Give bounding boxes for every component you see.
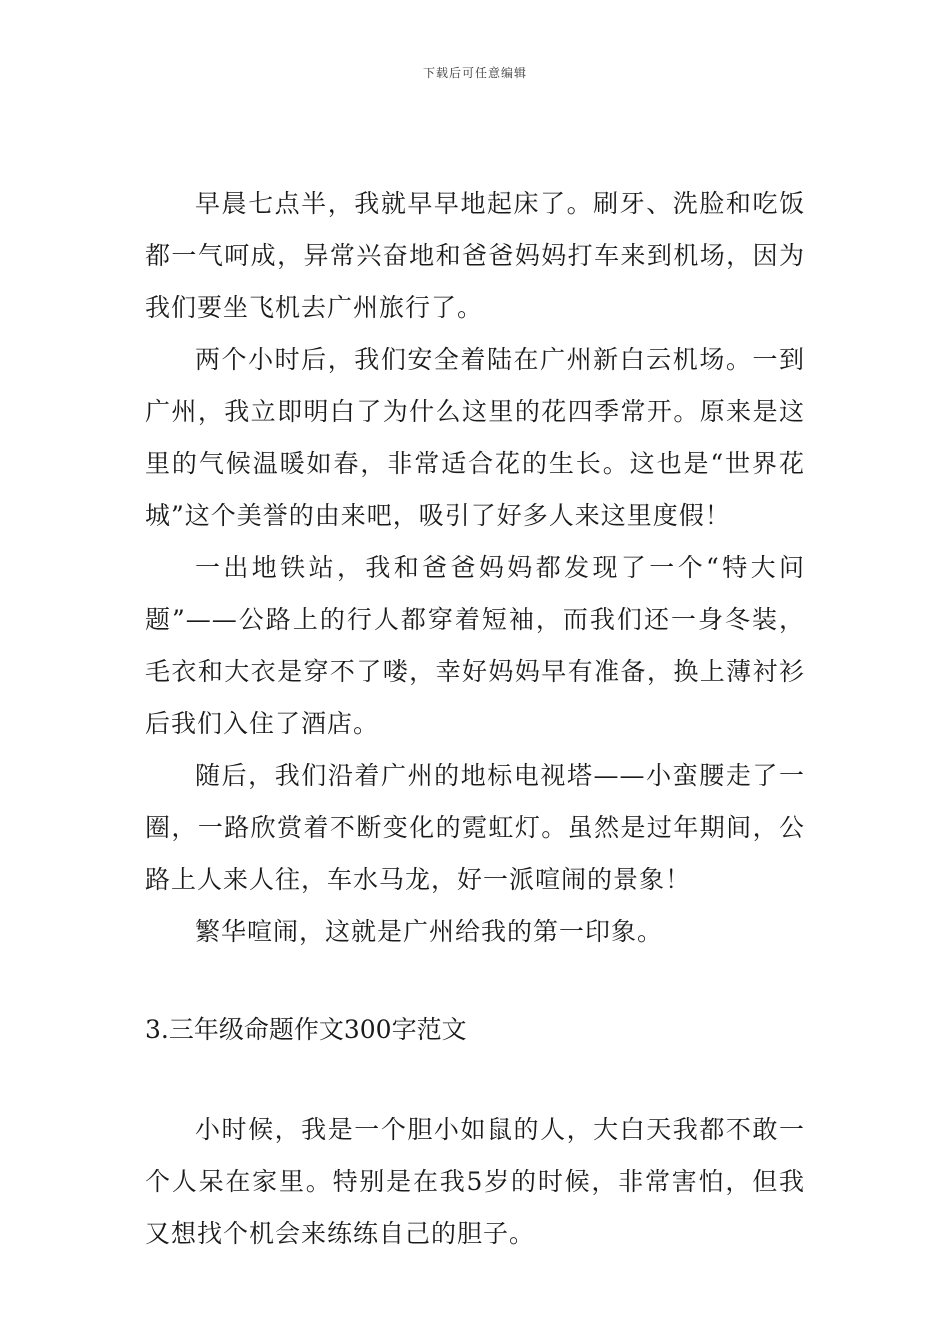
paragraph: 随后，我们沿着广州的地标电视塔——小蛮腰走了一圈，一路欣赏着不断变化的霓虹灯。虽然是过年期间，公路上人来人往，车水马龙，好一派喧闹的景象！	[145, 761, 805, 894]
spacer	[145, 1056, 805, 1104]
spacer	[145, 958, 805, 1004]
page-header-note: 下载后可任意编辑	[422, 66, 527, 80]
paragraph: 小时候，我是一个胆小如鼠的人，大白天我都不敢一个人呆在家里。特别是在我5岁的时候，非常害怕，但我又想找个机会来练练自己的胆子。	[145, 1115, 805, 1248]
section-heading: 3.三年级命题作文300字范文	[145, 1015, 467, 1044]
paragraph: 早晨七点半，我就早早地起床了。刷牙、洗脸和吃饭都一气呵成，异常兴奋地和爸爸妈妈打车来到机场，因为我们要坐飞机去广州旅行了。	[145, 189, 805, 322]
paragraph: 繁华喧闹，这就是广州给我的第一印象。	[195, 917, 664, 946]
paragraph: 一出地铁站，我和爸爸妈妈都发现了一个“特大问题”——公路上的行人都穿着短袖，而我们还一身冬装，毛衣和大衣是穿不了喽，幸好妈妈早有准备，换上薄衬衫后我们入住了酒店。	[145, 553, 805, 738]
document-body	[145, 178, 805, 1260]
paragraph: 两个小时后，我们安全着陆在广州新白云机场。一到广州，我立即明白了为什么这里的花四季常开。原来是这里的气候温暖如春，非常适合花的生长。这也是“世界花城”这个美誉的由来吧，吸引了好多人来这里度假！	[145, 345, 805, 530]
